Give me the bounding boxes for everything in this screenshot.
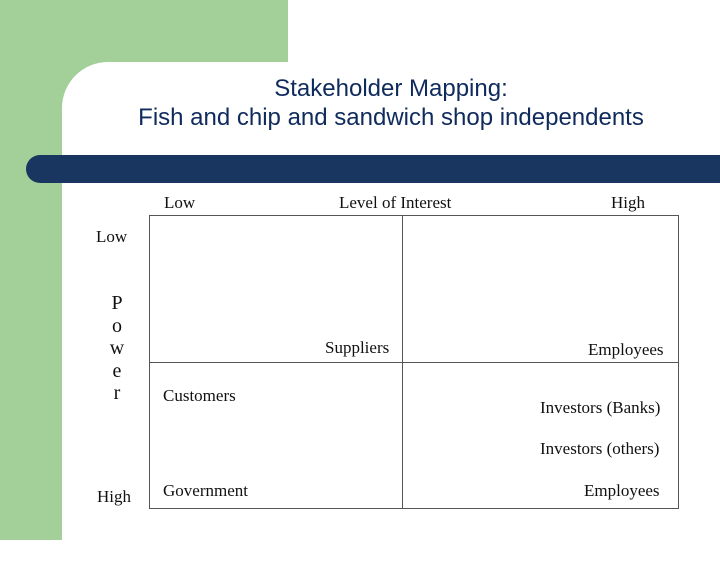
power-axis-title: [105, 292, 129, 405]
slide-title: [62, 74, 720, 132]
stakeholder-customers: Customers: [163, 386, 236, 405]
interest-low-label: Low: [164, 193, 196, 212]
stakeholder-suppliers: Suppliers: [325, 338, 390, 357]
power-high-label: High: [97, 487, 131, 506]
interest-axis-title: Level of Interest: [339, 193, 452, 212]
stakeholder-investors-others: Investors (others): [540, 439, 660, 458]
power-letter-o: o: [112, 314, 122, 337]
power-low-label: Low: [96, 227, 128, 246]
title-line-1: Stakeholder Mapping:: [274, 75, 508, 102]
power-letter-w: w: [109, 337, 125, 359]
interest-high-label: High: [611, 193, 645, 212]
power-letter-p: P: [111, 292, 123, 314]
power-letter-e: e: [112, 359, 122, 382]
title-line-2: Fish and chip and sandwich shop independents: [138, 104, 644, 131]
stakeholder-government: Government: [163, 481, 248, 500]
stakeholder-employees-top: Employees: [588, 340, 664, 359]
navy-divider-bar: [26, 155, 720, 183]
stakeholder-employees-bottom: Employees: [584, 481, 660, 500]
power-letter-r: r: [113, 382, 121, 404]
stakeholder-investors-banks: Investors (Banks): [540, 398, 661, 417]
grid-horizontal-divider: [149, 362, 678, 363]
